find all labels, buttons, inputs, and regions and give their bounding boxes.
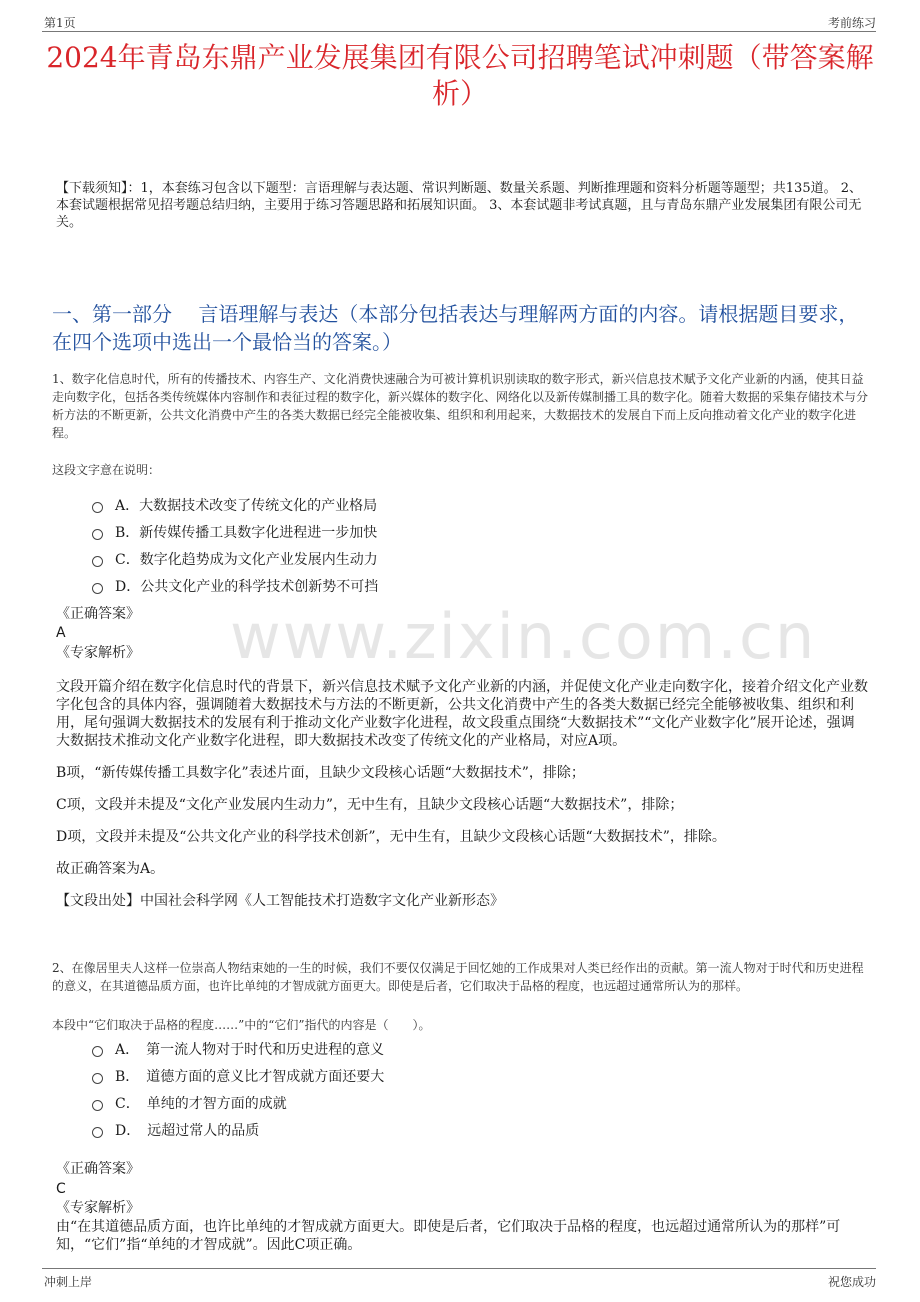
source-citation: 【文段出处】中国社会科学网《人工智能技术打造数字文化产业新形态》: [56, 893, 504, 909]
option-a[interactable]: [92, 1035, 692, 1062]
option-d[interactable]: [92, 572, 692, 599]
footer-right: 祝您成功: [827, 1275, 876, 1289]
analysis-paragraph: 故正确答案为A。: [56, 861, 165, 877]
question-2-text: 2、在像居里夫人这样一位崇高人物结束她的一生的时候，我们不要仅仅满足于回忆她的工作成果对人类已经作出的贡献。第一流人物对于时代和历史进程的意义，在其道德品质方面，也许比单纯的才智成就方面更大。即使是后者，它们取决于品格的程度，也远超过通常所认为的那样。: [52, 961, 864, 993]
answer-value: C: [56, 1181, 66, 1197]
answer-label: 《正确答案》: [56, 1161, 140, 1177]
analysis-label: 《专家解析》: [56, 1200, 140, 1216]
watermark: www.zixin.com.cn: [230, 600, 817, 673]
footer-left: 冲刺上岸: [44, 1275, 93, 1289]
option-c[interactable]: [92, 1089, 692, 1116]
radio-icon[interactable]: [92, 1100, 103, 1111]
option-label: C．数字化趋势成为文化产业发展内生动力: [115, 551, 378, 568]
analysis-paragraph: D项，文段并未提及“公共文化产业的科学技术创新”，无中生有，且缺少文段核心话题“大数据技术”，排除。: [56, 829, 726, 845]
answer-label: 《正确答案》: [56, 606, 140, 622]
radio-icon[interactable]: [92, 1073, 103, 1084]
radio-icon[interactable]: [92, 583, 103, 594]
radio-icon[interactable]: [92, 502, 103, 513]
analysis-paragraph: C项，文段并未提及“文化产业发展内生动力”，无中生有，且缺少文段核心话题“大数据技术”，排除；: [56, 797, 684, 813]
option-label: A． 第一流人物对于时代和历史进程的意义: [115, 1041, 385, 1058]
question-2-prompt: 本段中“它们取决于品格的程度……”中的“它们”指代的内容是（ ）。: [52, 1018, 431, 1032]
question-1-text: 1、数字化信息时代，所有的传播技术、内容生产、文化消费快速融合为可被计算机识别读取的数字形式，新兴信息技术赋予文化产业新的内涵，使其日益走向数字化，包括各类传统媒体内容制作和表征过程的数字化，新兴媒体的数字化、网络化以及新传媒制播工具的数字化。随着大数据的采集存储技术与分析方法的不断更新，公共文化消费中产生的各类大数据已经完全能被收集、组织和利用起来，大数据技术的发展自下而上反向推动着文化产业的数字化进程。: [52, 372, 869, 440]
analysis-paragraph: 由“在其道德品质方面，也许比单纯的才智成就方面更大。即使是后者，它们取决于品格的程度，也远超过通常所认为的那样”可知，“它们”指“单纯的才智成就”。因此C项正确。: [56, 1219, 841, 1253]
option-label: B． 道德方面的意义比才智成就方面还要大: [115, 1068, 385, 1085]
question-1-options: [92, 491, 692, 599]
option-label: C． 单纯的才智方面的成就: [115, 1095, 287, 1112]
option-label: D． 远超过常人的品质: [115, 1122, 260, 1139]
analysis-label: 《专家解析》: [56, 645, 140, 661]
option-c[interactable]: [92, 545, 692, 572]
answer-value: A: [56, 625, 66, 641]
option-d[interactable]: [92, 1116, 692, 1143]
option-a[interactable]: [92, 491, 692, 518]
analysis-paragraph: 文段开篇介绍在数字化信息时代的背景下，新兴信息技术赋予文化产业新的内涵，并促使文化产业走向数字化，接着介绍文化产业数字化包含的具体内容，强调随着大数据技术与方法的不断更新，公共文化消费中产生的各类大数据已经完全能够被收集、组织和利用，尾句强调大数据技术的发展有利于推动文化产业数字化进程，故文段重点围绕“大数据技术”“文化产业数字化”展开论述，强调大数据技术推动文化产业数字化进程，即大数据技术改变了传统文化的产业格局，对应A项。: [56, 679, 868, 749]
option-label: A．大数据技术改变了传统文化的产业格局: [115, 497, 378, 514]
page-number: 第1页: [44, 16, 76, 30]
radio-icon[interactable]: [92, 556, 103, 567]
option-b[interactable]: [92, 518, 692, 545]
option-label: B．新传媒传播工具数字化进程进一步加快: [115, 524, 378, 541]
question-1-prompt: 这段文字意在说明：: [52, 463, 161, 477]
question-2-options: [92, 1035, 692, 1143]
section-heading: 一、第一部分 言语理解与表达（本部分包括表达与理解两方面的内容。请根据题目要求，在四个选项中选出一个最恰当的答案。）: [52, 302, 859, 354]
document-title: 2024年青岛东鼎产业发展集团有限公司招聘笔试冲刺题（带答案解析）: [46, 41, 874, 110]
radio-icon[interactable]: [92, 1127, 103, 1138]
header-rule: [42, 31, 876, 32]
radio-icon[interactable]: [92, 529, 103, 540]
footer-rule: [42, 1268, 876, 1269]
option-label: D．公共文化产业的科学技术创新势不可挡: [115, 578, 379, 595]
download-notice: 【下载须知】：1，本套练习包含以下题型：言语理解与表达题、常识判断题、数量关系题、判断推理题和资料分析题等题型；共135道。 2、本套试题根据常见招考题总结归纳，主要用于练习答题思路和拓展知识面。 3、本套试题非考试真题，且与青岛东鼎产业发展集团有限公司无关。: [56, 181, 862, 230]
radio-icon[interactable]: [92, 1046, 103, 1057]
header-label: 考前练习: [827, 16, 876, 30]
option-b[interactable]: [92, 1062, 692, 1089]
analysis-paragraph: B项，“新传媒传播工具数字化”表述片面，且缺少文段核心话题“大数据技术”，排除；: [56, 765, 585, 781]
